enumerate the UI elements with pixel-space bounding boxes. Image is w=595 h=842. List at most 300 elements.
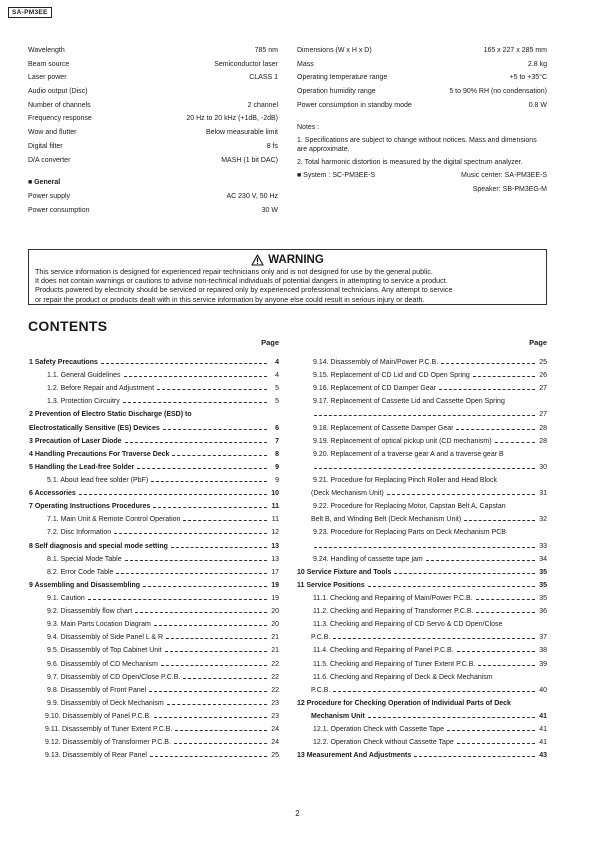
spec-label: Operating temperature range bbox=[297, 74, 388, 82]
toc-entry bbox=[29, 448, 279, 461]
toc-entry-text: 9.20. Replacement of a traverse gear A and a traverse gear B bbox=[313, 450, 504, 458]
warning-title bbox=[35, 253, 540, 267]
toc-entry bbox=[29, 644, 279, 657]
toc-entry bbox=[29, 710, 279, 723]
toc-leader bbox=[154, 717, 267, 718]
toc-leader bbox=[149, 691, 267, 692]
general-heading: ■ General bbox=[28, 179, 61, 187]
toc-entry-text: 1.2. Before Repair and Adjustment bbox=[47, 385, 155, 393]
spec-row bbox=[28, 192, 278, 206]
toc-entry bbox=[297, 422, 547, 435]
toc-leader bbox=[137, 468, 267, 469]
toc-entry bbox=[29, 618, 279, 631]
toc-entry-text: 11.2. Checking and Repairing of Transformer P.C.B. bbox=[313, 608, 474, 616]
toc-page-number: 41 bbox=[539, 726, 547, 734]
toc-leader bbox=[79, 494, 267, 495]
toc-entry bbox=[297, 631, 547, 644]
spec-row bbox=[28, 60, 278, 74]
warning-line: Products powered by electricity should be serviced or repaired only by experienced professional technicians. Any attempt to service bbox=[35, 285, 453, 295]
toc-entry-text: 7.2. Disc Information bbox=[47, 529, 112, 537]
toc-entry-text: 7 Operating Instructions Procedures bbox=[29, 503, 151, 511]
spec-row bbox=[297, 46, 547, 60]
toc-entry-text: 9.12. Disassembly of Transformer P.C.B. bbox=[45, 739, 171, 747]
toc-page-number: 24 bbox=[271, 726, 279, 734]
toc-entry bbox=[297, 553, 547, 566]
warning-text bbox=[35, 267, 540, 304]
toc-page-number: 39 bbox=[539, 660, 547, 668]
spec-value: CLASS 1 bbox=[249, 74, 278, 82]
toc-page-number: 20 bbox=[271, 608, 279, 616]
spec-value: 2.8 kg bbox=[527, 60, 547, 68]
spec-label: Power consumption bbox=[28, 206, 90, 214]
spec-row bbox=[28, 87, 278, 101]
toc-entry-text: 9.16. Replacement of CD Damper Gear bbox=[313, 385, 436, 393]
spec-row bbox=[28, 206, 278, 220]
toc-leader bbox=[167, 704, 267, 705]
toc-page-number: 43 bbox=[539, 752, 547, 760]
toc-leader bbox=[125, 560, 267, 561]
toc-entry-text: 12 Procedure for Checking Operation of Individual Parts of Deck bbox=[297, 699, 511, 707]
spec-value: 0.8 W bbox=[528, 101, 547, 109]
toc-entry bbox=[29, 723, 279, 736]
toc-page-number: 9 bbox=[275, 477, 279, 485]
toc-entry bbox=[29, 513, 279, 526]
toc-entry bbox=[297, 448, 547, 461]
toc-page-number: 11 bbox=[271, 503, 279, 511]
toc-leader bbox=[116, 573, 267, 574]
toc-entry-text: 7.1. Main Unit & Remote Control Operation bbox=[47, 516, 181, 524]
warning-triangle-icon bbox=[251, 254, 264, 266]
toc-leader bbox=[414, 756, 535, 757]
toc-entry-text: P.C.B. bbox=[311, 686, 331, 694]
toc-page-number: 25 bbox=[271, 752, 279, 760]
notes-label: Notes : bbox=[297, 123, 320, 131]
toc-entry-text: 9.2. Disassembly flow chart bbox=[47, 608, 133, 616]
spec-row bbox=[28, 46, 278, 60]
toc-entry-text: 8.2. Error Code Table bbox=[47, 568, 114, 576]
spec-label: Mass bbox=[297, 60, 314, 68]
toc-entry bbox=[29, 487, 279, 500]
toc-page-number: 37 bbox=[539, 634, 547, 642]
toc-leader bbox=[456, 429, 535, 430]
spec-value: 20 Hz to 20 kHz (+1dB, -2dB) bbox=[186, 115, 278, 123]
toc-leader bbox=[174, 743, 267, 744]
spec-value: 2 channel bbox=[247, 101, 278, 109]
toc-entry-text: Mechanism Unit bbox=[311, 713, 365, 720]
toc-entry-text: 9.23. Procedure for Replacing Parts on Deck Mechanism PCB bbox=[313, 529, 506, 537]
specs-left bbox=[28, 46, 278, 219]
toc-entry-text: 9.7. Disassembly of CD Open/Close P.C.B. bbox=[47, 673, 181, 681]
toc-entry-text: 1 Safety Precautions bbox=[29, 359, 98, 367]
toc-page-number: 35 bbox=[539, 581, 547, 589]
spec-label: D/A converter bbox=[28, 156, 71, 164]
toc-leader bbox=[426, 560, 535, 561]
toc-entry bbox=[297, 605, 547, 618]
toc-leader bbox=[183, 678, 267, 679]
spec-label: Operation humidity range bbox=[297, 88, 376, 96]
toc-leader bbox=[447, 730, 535, 731]
toc-entry-text: 9.11. Disassembly of Tuner Extent P.C.B. bbox=[45, 726, 173, 734]
note-item: 1. Specifications are subject to change without notices. Mass and dimensions are approximate. bbox=[297, 136, 537, 153]
system-row bbox=[297, 171, 547, 180]
toc-entry-text: 12.2. Operation Check without Cassette Tape bbox=[313, 739, 454, 747]
toc-entry bbox=[297, 408, 547, 421]
spec-label: Digital filter bbox=[28, 142, 63, 150]
toc-page-number: 5 bbox=[275, 398, 279, 406]
toc-leader bbox=[114, 533, 267, 534]
toc-entry bbox=[297, 513, 547, 526]
toc-page-number: 6 bbox=[275, 424, 279, 432]
toc-entry bbox=[29, 408, 279, 421]
toc-entry-text: 10 Service Fixture and Tools bbox=[297, 568, 392, 576]
spec-row bbox=[28, 142, 278, 156]
toc-entry-text: (Deck Mechanism Unit) bbox=[311, 490, 384, 498]
toc-page-number: 22 bbox=[271, 673, 279, 681]
toc-entry bbox=[29, 605, 279, 618]
page-number: 2 bbox=[295, 809, 300, 818]
toc-page-number: 13 bbox=[271, 542, 279, 550]
warning-line: or repair the product or products dealt with in this service information by anyone else could result in serious injury or death. bbox=[35, 294, 425, 304]
toc-leader bbox=[143, 586, 267, 587]
toc-right-column bbox=[297, 338, 547, 762]
music-center: Music center: SA-PM3EE-S bbox=[461, 171, 547, 179]
toc-leader bbox=[151, 481, 267, 482]
toc-leader bbox=[123, 402, 267, 403]
toc-page-number: 40 bbox=[539, 686, 547, 694]
toc-page-number: 20 bbox=[271, 621, 279, 629]
toc-leader bbox=[154, 625, 267, 626]
toc-entry-text: 1.3. Protection Circuitry bbox=[47, 398, 120, 406]
toc-entry-text: 9.19. Replacement of optical pickup unit (CD mechanism) bbox=[313, 437, 492, 445]
toc-entry-text: 11.4. Checking and Repairing of Panel P.C.B. bbox=[313, 647, 454, 655]
toc-page-number: 8 bbox=[275, 450, 279, 458]
toc-leader bbox=[101, 363, 267, 364]
toc-entry bbox=[297, 579, 547, 592]
toc-page-number: 4 bbox=[275, 359, 279, 367]
toc-entry bbox=[29, 540, 279, 553]
toc-entry bbox=[297, 369, 547, 382]
toc-entry bbox=[297, 500, 547, 513]
toc-leader bbox=[368, 586, 535, 587]
toc-entry-text: 11.3. Checking and Repairing of CD Servo & CD Open/Close bbox=[313, 621, 503, 629]
toc-leader bbox=[495, 442, 535, 443]
toc-page-number: 21 bbox=[271, 647, 279, 655]
toc-leader bbox=[473, 376, 535, 377]
toc-page-number: 19 bbox=[271, 581, 279, 589]
toc-entry bbox=[29, 749, 279, 762]
specs-right bbox=[297, 46, 547, 194]
spec-value: 785 nm bbox=[254, 47, 278, 54]
toc-page-number: 7 bbox=[275, 437, 279, 445]
toc-entry bbox=[297, 697, 547, 710]
toc-entry bbox=[297, 723, 547, 736]
toc-entry-text: P.C.B. bbox=[311, 634, 331, 642]
toc-entry bbox=[29, 579, 279, 592]
toc-leader bbox=[163, 429, 267, 430]
toc-entry-text: 9 Assembling and Disassembling bbox=[29, 581, 140, 589]
toc-entry bbox=[297, 658, 547, 671]
toc-entry bbox=[29, 658, 279, 671]
toc-entry bbox=[297, 540, 547, 553]
spec-label: Audio output (Disc) bbox=[28, 88, 88, 96]
spec-label: Number of channels bbox=[28, 101, 91, 109]
toc-leader bbox=[387, 494, 535, 495]
toc-entry-text: 8.1. Special Mode Table bbox=[47, 555, 122, 563]
toc-leader bbox=[476, 612, 535, 613]
toc-page-number: 24 bbox=[271, 739, 279, 747]
toc-entry-text: 5.1. About lead free solder (PbF) bbox=[47, 477, 149, 485]
spec-value: 165 x 227 x 285 mm bbox=[483, 47, 547, 54]
toc-entry bbox=[297, 618, 547, 631]
toc-entry bbox=[29, 395, 279, 408]
toc-leader bbox=[153, 507, 267, 508]
toc-entry bbox=[297, 592, 547, 605]
toc-leader bbox=[457, 743, 535, 744]
toc-page-number: 19 bbox=[271, 595, 279, 603]
toc-entry-text: 9.3. Main Parts Location Diagram bbox=[47, 621, 151, 629]
toc-leader bbox=[314, 468, 535, 469]
toc-leader bbox=[166, 638, 267, 639]
spec-row bbox=[297, 87, 547, 101]
toc-entry-text: Belt B, and Winding Belt (Deck Mechanism Unit) bbox=[311, 516, 462, 524]
spec-value: 30 W bbox=[261, 206, 278, 214]
toc-entry-text: 6 Accessories bbox=[29, 490, 76, 498]
toc-entry bbox=[29, 736, 279, 749]
spec-row bbox=[28, 114, 278, 128]
toc-leader bbox=[478, 665, 535, 666]
spec-label: Dimensions (W x H x D) bbox=[297, 47, 372, 54]
toc-page-number: 35 bbox=[539, 595, 547, 603]
toc-entry bbox=[297, 671, 547, 684]
toc-leader bbox=[183, 520, 267, 521]
warning-line: This service information is designed for experienced repair technicians only and is not designed for use by the general public. bbox=[35, 267, 433, 276]
toc-entry-text: 9.5. Disassembly of Top Cabinet Unit bbox=[47, 647, 162, 655]
warning-title-text: WARNING bbox=[268, 254, 324, 266]
toc-entry bbox=[29, 566, 279, 579]
spec-label: Beam source bbox=[28, 60, 70, 68]
toc-entry bbox=[29, 369, 279, 382]
toc-entry-text: 5 Handling the Lead-free Solder bbox=[29, 463, 135, 471]
toc-entry bbox=[297, 356, 547, 369]
toc-leader bbox=[314, 547, 535, 548]
toc-entry bbox=[297, 736, 547, 749]
toc-entry bbox=[297, 435, 547, 448]
toc-entry bbox=[29, 500, 279, 513]
toc-leader bbox=[333, 691, 535, 692]
toc-entry-text: 9.13. Disassembly of Rear Panel bbox=[45, 752, 147, 760]
toc-entry-text: 4 Handling Precautions For Traverse Deck bbox=[29, 450, 170, 458]
toc-entry-text: 9.9. Disassembly of Deck Mechanism bbox=[47, 699, 164, 707]
toc-entry-text: 9.15. Replacement of CD Lid and CD Open Spring bbox=[313, 372, 470, 380]
toc-page-number: 27 bbox=[539, 385, 547, 393]
toc-page-number: 10 bbox=[271, 490, 279, 498]
spec-label: Wavelength bbox=[28, 47, 65, 54]
toc-entry bbox=[29, 461, 279, 474]
toc-entry bbox=[29, 435, 279, 448]
toc-page-number: 32 bbox=[539, 516, 547, 524]
toc-page-number: 31 bbox=[539, 490, 547, 498]
toc-leader bbox=[124, 376, 267, 377]
toc-entry-text: 9.21. Procedure for Replacing Pinch Roller and Head Block bbox=[313, 477, 498, 485]
toc-page-number: 22 bbox=[271, 686, 279, 694]
toc-entry bbox=[297, 566, 547, 579]
toc-leader bbox=[314, 415, 535, 416]
toc-leader bbox=[157, 389, 267, 390]
toc-entry bbox=[297, 644, 547, 657]
toc-entry bbox=[297, 382, 547, 395]
spec-value: Semiconductor laser bbox=[214, 60, 278, 68]
toc-page-number: 28 bbox=[539, 437, 547, 445]
spec-value: 8 fs bbox=[266, 142, 278, 150]
spec-row bbox=[28, 128, 278, 142]
note-item: 2. Total harmonic distortion is measured by the digital spectrum analyzer. bbox=[297, 158, 523, 166]
toc-page-number: 38 bbox=[539, 647, 547, 655]
toc-entry-text: 11 Service Positions bbox=[297, 581, 365, 589]
toc-entry bbox=[29, 356, 279, 369]
toc-leader bbox=[135, 612, 267, 613]
toc-leader bbox=[439, 389, 535, 390]
spec-row bbox=[28, 156, 278, 170]
contents-title: CONTENTS bbox=[28, 318, 108, 334]
spec-value: +5 to +35°C bbox=[509, 74, 547, 82]
warning-box bbox=[28, 249, 547, 305]
toc-page-number: 11 bbox=[271, 516, 279, 524]
toc-entry bbox=[297, 684, 547, 697]
toc-page-number: 4 bbox=[275, 372, 279, 380]
toc-entry-text: 9.17. Replacement of Cassette Lid and Cassette Open Spring bbox=[313, 398, 505, 406]
toc-left-column bbox=[29, 338, 279, 762]
toc-page-number: 23 bbox=[271, 699, 279, 707]
toc-page-number: 30 bbox=[539, 463, 547, 471]
toc-page-header: Page bbox=[529, 338, 547, 347]
toc-leader bbox=[476, 599, 535, 600]
toc-leader bbox=[464, 520, 535, 521]
toc-page-header: Page bbox=[261, 338, 279, 347]
toc-leader bbox=[125, 442, 267, 443]
toc-page-number: 41 bbox=[539, 713, 547, 720]
toc-page-number: 13 bbox=[271, 555, 279, 563]
toc-leader bbox=[457, 651, 535, 652]
toc-entry-text: 9.24. Handling of cassette tape jam bbox=[313, 555, 423, 563]
toc-entry-text: 9.10. Disassembly of Panel P.C.B. bbox=[45, 713, 152, 720]
toc-entry-text: 9.6. Disassembly of CD Mechanism bbox=[47, 660, 158, 668]
toc-entry bbox=[29, 474, 279, 487]
toc-page-number: 28 bbox=[539, 424, 547, 432]
toc-entry-text: 11.5. Checking and Repairing of Tuner Extent P.C.B. bbox=[313, 660, 476, 668]
toc-entry bbox=[29, 671, 279, 684]
toc-entry-text: 12.1. Operation Check with Cassette Tape bbox=[313, 726, 445, 734]
model-tag: SA-PM3EE bbox=[8, 7, 52, 18]
toc-page-number: 33 bbox=[539, 542, 547, 550]
toc-page-number: 22 bbox=[271, 660, 279, 668]
toc-leader bbox=[88, 599, 267, 600]
toc-leader bbox=[394, 573, 535, 574]
toc-page-number: 21 bbox=[271, 634, 279, 642]
toc-entry-text: 11.1. Checking and Repairing of Main/Power P.C.B. bbox=[313, 595, 473, 603]
spec-label: Power supply bbox=[28, 192, 71, 200]
toc-entry-text: 9.14. Disassembly of Main/Power P.C.B. bbox=[313, 359, 439, 367]
speaker-label: Speaker: SB-PM3EG-M bbox=[472, 185, 547, 193]
toc-leader bbox=[333, 638, 535, 639]
toc-entry bbox=[29, 526, 279, 539]
spec-row bbox=[297, 101, 547, 123]
toc-entry bbox=[29, 631, 279, 644]
toc-entry-text: 2 Prevention of Electro Static Discharge (ESD) to bbox=[29, 411, 192, 419]
warning-line: It does not contain warnings or cautions to advise non-technical individuals of potential dangers in attempting to service a product. bbox=[35, 276, 448, 286]
system-label: ■ System : SC-PM3EE-S bbox=[297, 171, 376, 179]
toc-leader bbox=[161, 665, 267, 666]
toc-entry bbox=[29, 422, 279, 435]
toc-entry-text: Electrostatically Sensitive (ES) Devices bbox=[29, 424, 160, 432]
toc-entry-text: 9.1. Caution bbox=[47, 595, 85, 603]
spec-value: Below measurable limit bbox=[206, 129, 278, 137]
toc-entry-text: 11.6. Checking and Repairing of Deck & Deck Mechanism bbox=[313, 673, 493, 681]
spec-row bbox=[297, 73, 547, 87]
spec-row bbox=[28, 101, 278, 115]
toc-entry-text: 9.22. Procedure for Replacing Motor, Capstan Belt A, Capstan bbox=[313, 503, 506, 511]
toc-page-number: 34 bbox=[539, 555, 547, 563]
spec-value: 5 to 90% RH (no condensation) bbox=[449, 88, 547, 96]
toc-entry bbox=[29, 553, 279, 566]
toc-page-number: 36 bbox=[539, 608, 547, 616]
spec-label: Laser power bbox=[28, 74, 67, 82]
toc-entry-text: 9.18. Replacement of Cassette Damper Gear bbox=[313, 424, 454, 432]
toc-entry bbox=[297, 526, 547, 539]
spec-value: MASH (1 bit DAC) bbox=[221, 156, 278, 164]
toc-page-number: 9 bbox=[275, 463, 279, 471]
toc-entry bbox=[297, 749, 547, 762]
toc-leader bbox=[368, 717, 535, 718]
toc-entry bbox=[297, 461, 547, 474]
toc-entry-text: 9.8. Disassembly of Front Panel bbox=[47, 686, 147, 694]
spec-label: Frequency response bbox=[28, 115, 92, 123]
toc-entry bbox=[29, 684, 279, 697]
toc-entry-text: 9.4. Disassembly of Side Panel L & R bbox=[47, 634, 164, 642]
toc-page-number: 12 bbox=[271, 529, 279, 537]
toc-leader bbox=[171, 547, 267, 548]
spec-row bbox=[297, 60, 547, 74]
spec-label: Power consumption in standby mode bbox=[297, 101, 412, 109]
toc-entry bbox=[297, 474, 547, 487]
toc-leader bbox=[175, 730, 267, 731]
toc-page-number: 23 bbox=[271, 713, 279, 720]
toc-entry-text: 13 Measurement And Adjustments bbox=[297, 752, 412, 760]
spec-row bbox=[28, 73, 278, 87]
spec-value: AC 230 V, 50 Hz bbox=[226, 192, 278, 200]
toc-page-number: 5 bbox=[275, 385, 279, 393]
toc-page-number: 25 bbox=[539, 359, 547, 367]
toc-entry-text: 8 Self diagnosis and special mode setting bbox=[29, 542, 168, 550]
toc-leader bbox=[172, 455, 267, 456]
toc-entry bbox=[297, 710, 547, 723]
toc-page-number: 26 bbox=[539, 372, 547, 380]
toc-page-number: 17 bbox=[271, 568, 279, 576]
toc-entry bbox=[297, 395, 547, 408]
toc-entry bbox=[29, 592, 279, 605]
toc-page-number: 27 bbox=[539, 411, 547, 419]
toc-entry bbox=[297, 487, 547, 500]
toc-page-number: 41 bbox=[539, 739, 547, 747]
toc-entry-text: 3 Precaution of Laser Diode bbox=[29, 437, 122, 445]
toc-leader bbox=[150, 756, 267, 757]
spec-label: Wow and flutter bbox=[28, 129, 77, 137]
toc-entry bbox=[29, 697, 279, 710]
toc-entry-text: 1.1. General Guidelines bbox=[47, 372, 121, 380]
toc-leader bbox=[441, 363, 535, 364]
toc-entry bbox=[29, 382, 279, 395]
toc-page-number: 35 bbox=[539, 568, 547, 576]
toc-leader bbox=[165, 651, 267, 652]
